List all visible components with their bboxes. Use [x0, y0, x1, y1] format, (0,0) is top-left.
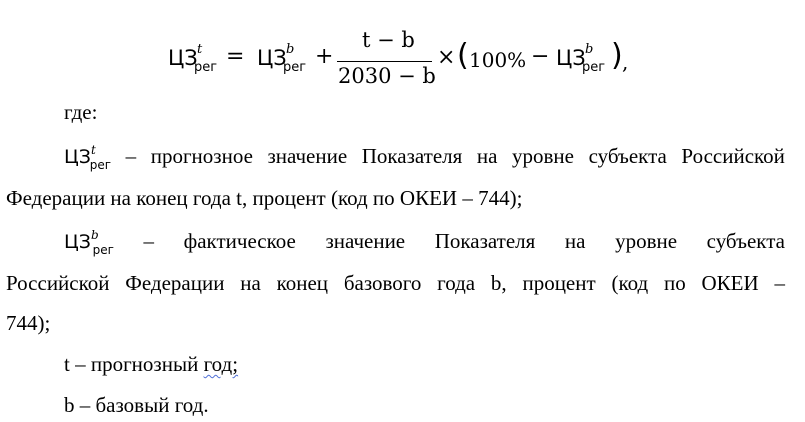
- formula-paren-superscript: b: [585, 42, 594, 57]
- word: уровне: [512, 144, 574, 168]
- word: прогнозное: [150, 144, 253, 168]
- fraction-bar: [337, 61, 432, 62]
- definition-base-year: b – базовый год.: [64, 393, 209, 417]
- formula-plus: +: [315, 44, 334, 69]
- formula-paren-symbol: ЦЗ: [556, 46, 586, 70]
- word: конец: [276, 271, 329, 295]
- word: (код: [611, 271, 649, 295]
- definition-actual-line-3: 744);: [6, 311, 51, 335]
- word: на: [240, 271, 261, 295]
- symbol-superscript: b: [90, 228, 99, 242]
- word: года: [437, 271, 476, 295]
- word: Показателя: [361, 144, 463, 168]
- formula-denominator: 2030 − b: [338, 64, 436, 88]
- word: Показателя: [434, 229, 536, 253]
- formula-close-paren: ): [611, 38, 623, 73]
- formula-lhs-symbol: ЦЗ: [168, 46, 198, 70]
- word: по: [663, 271, 686, 295]
- word: значение: [267, 144, 348, 168]
- word: –: [125, 144, 137, 168]
- word: Российской: [6, 271, 110, 295]
- symbol-text: ЦЗ: [64, 146, 91, 168]
- definition-forecast-year: [64, 351, 238, 377]
- formula-equals: =: [226, 44, 245, 69]
- formula-base-symbol: ЦЗ: [257, 46, 287, 70]
- word: уровне: [615, 229, 678, 253]
- symbol-subscript: рег: [92, 243, 114, 257]
- definition-forecast-line-1: [64, 143, 785, 172]
- spellcheck-marked-word[interactable]: год;: [203, 352, 239, 376]
- definition-actual-line-1: [64, 228, 785, 257]
- symbol-subscript: рег: [89, 158, 112, 172]
- word: фактическое: [183, 229, 296, 253]
- formula-minus: −: [531, 44, 550, 69]
- formula: [0, 20, 805, 100]
- formula-open-paren: (: [457, 38, 469, 73]
- formula-trailing-comma: ,: [622, 50, 629, 74]
- word: ОКЕИ: [701, 271, 759, 295]
- formula-paren-subscript: рег: [582, 60, 606, 75]
- symbol-text: ЦЗ: [64, 231, 91, 253]
- definition-forecast-line-2: Федерации на конец года t, процент (код по ОКЕИ – 744);: [6, 186, 523, 210]
- formula-base-superscript: b: [286, 42, 295, 57]
- word: –: [774, 271, 785, 295]
- definition-text: t – прогнозный: [64, 352, 204, 376]
- word: значение: [325, 229, 406, 253]
- word: субъекта: [588, 144, 667, 168]
- word: Федерации: [125, 271, 225, 295]
- definition-actual-line-2: [6, 270, 785, 296]
- word: Российской: [681, 144, 785, 168]
- word: на: [564, 229, 586, 253]
- word: b,: [490, 271, 507, 295]
- word: субъекта: [706, 229, 785, 253]
- formula-base-subscript: рег: [283, 60, 307, 75]
- formula-times: ×: [437, 45, 456, 70]
- definition-actual-symbol: [64, 228, 114, 257]
- word: на: [476, 144, 498, 168]
- word: базового: [343, 271, 422, 295]
- formula-hundred-percent: 100%: [469, 48, 527, 72]
- where-label: где:: [64, 100, 98, 124]
- formula-numerator: t − b: [362, 28, 415, 52]
- formula-lhs-subscript: рег: [194, 60, 218, 75]
- definition-forecast-symbol: [64, 143, 111, 172]
- formula-lhs-superscript: t: [197, 42, 203, 57]
- word: –: [143, 229, 155, 253]
- word: процент: [522, 271, 596, 295]
- symbol-superscript: t: [90, 143, 96, 157]
